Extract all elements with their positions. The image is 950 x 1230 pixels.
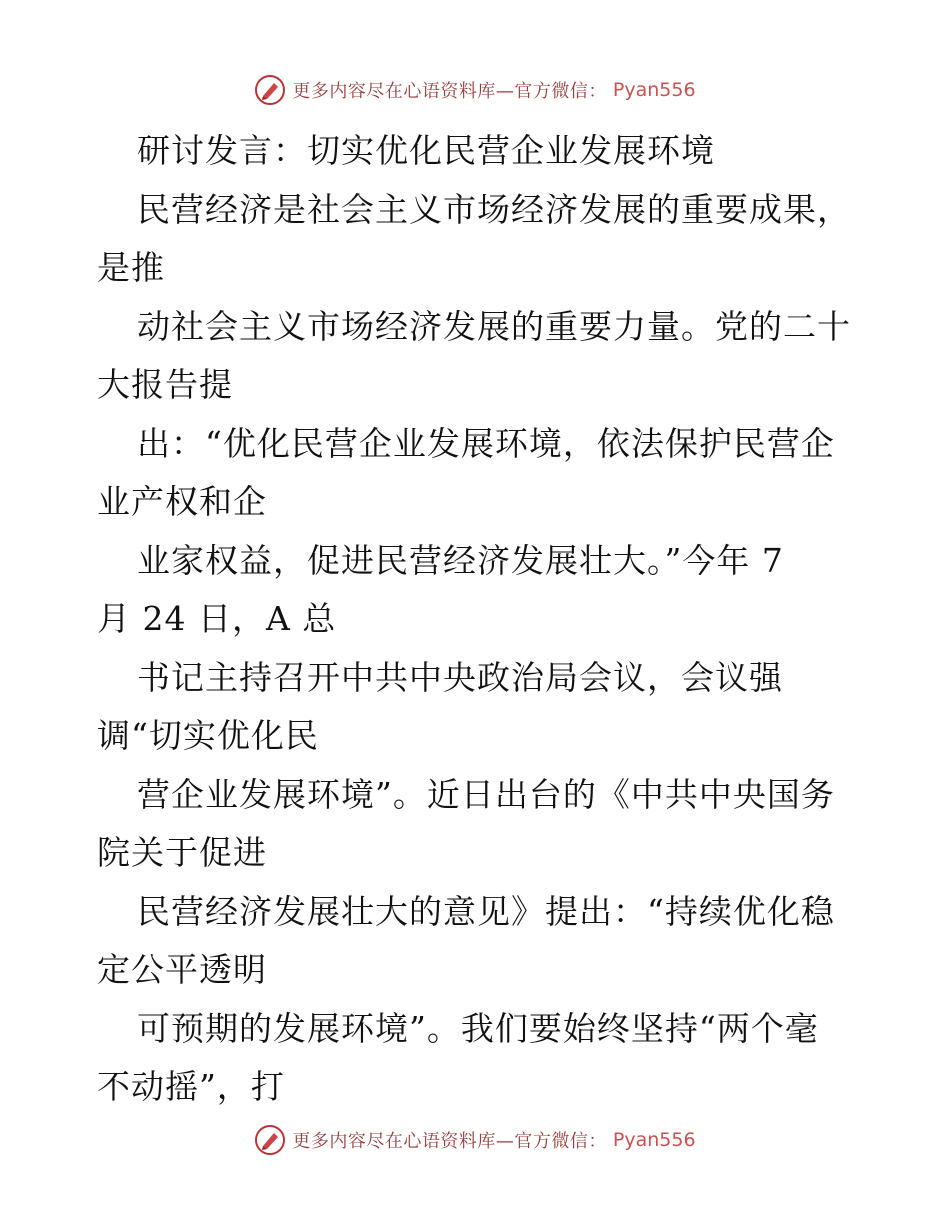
text-line: 营企业发展环境”。近日出台的《中共中央国务: [137, 774, 835, 814]
text-line: 大报告提: [97, 365, 233, 404]
text-line: 是推: [97, 248, 165, 287]
watermark-wechat-id: Pyan556: [612, 1129, 696, 1151]
watermark-text: 更多内容尽在心语资料库—官方微信：: [292, 81, 607, 102]
text-line: 月 24 日，A 总: [97, 599, 337, 638]
text-line: 书记主持召开中共中央政治局会议，会议强: [137, 657, 783, 697]
text-line: 可预期的发展环境”。我们要始终坚持“两个毫: [137, 1008, 819, 1048]
text-line: 院关于促进: [97, 833, 267, 872]
text-line: 不动摇”，打: [97, 1067, 285, 1106]
pen-logo-icon: [254, 1124, 286, 1156]
footer-watermark: [0, 1120, 950, 1160]
pen-logo-icon: [254, 74, 286, 106]
text-line: 民营经济是社会主义市场经济发展的重要成果，: [137, 189, 851, 229]
text-line: 动社会主义市场经济发展的重要力量。党的二十: [137, 306, 851, 346]
header-watermark: [0, 70, 950, 110]
document-body: [97, 122, 857, 1117]
text-line: 调“切实优化民: [97, 716, 319, 755]
text-line: 业产权和企: [97, 482, 267, 521]
text-line: 民营经济发展壮大的意见》提出：“持续优化稳: [137, 891, 835, 931]
watermark-text: 更多内容尽在心语资料库—官方微信：: [292, 1131, 607, 1152]
text-line: 出：“优化民营企业发展环境，依法保护民营企: [137, 423, 835, 463]
text-line: 定公平透明: [97, 950, 267, 989]
text-line: 业家权益，促进民营经济发展壮大。”今年 7: [137, 540, 784, 580]
text-line: 研讨发言：切实优化民营企业发展环境: [137, 131, 715, 170]
watermark-wechat-id: Pyan556: [612, 79, 696, 101]
